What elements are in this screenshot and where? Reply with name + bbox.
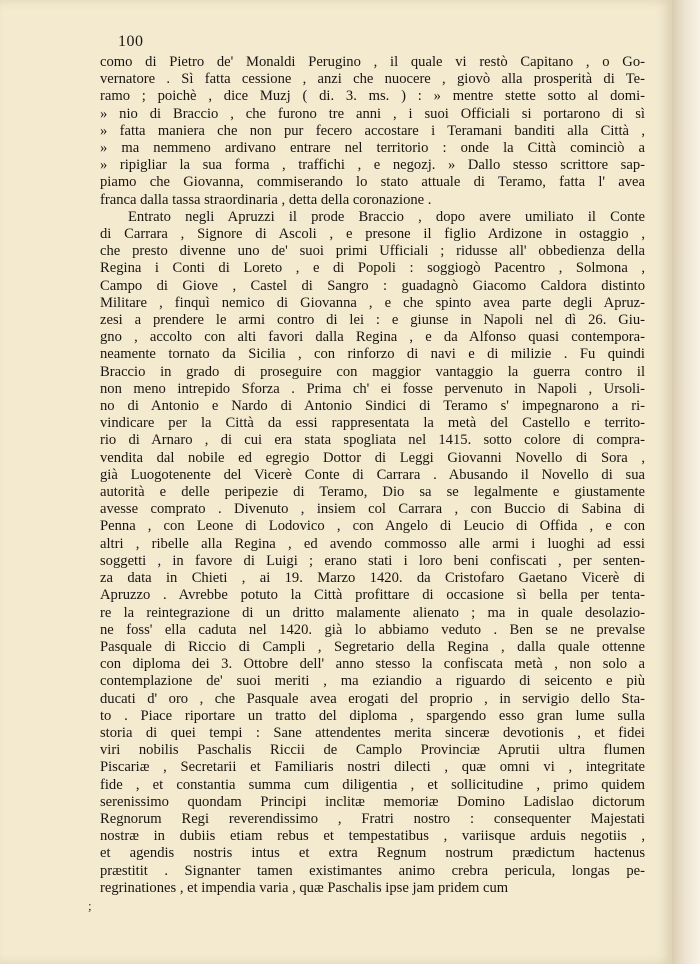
text-line: che presto divenne uno de' suoi primi Ufficiali ; ridusse all' obbedienza della bbox=[100, 243, 645, 260]
text-line: » fatta maniera che non pur fecero accostare i Teramani banditi alla Città , bbox=[100, 122, 645, 139]
text-line: Entrato negli Apruzzi il prode Braccio , dopo avere umiliato il Conte bbox=[128, 208, 645, 225]
text-line: di Carrara , Signore di Ascoli , e presone il figlio Ardizone in ostaggio , bbox=[100, 226, 645, 243]
text-line: » nio di Braccio , che furono tre anni , i suoi Officiali si portarono di sì bbox=[100, 105, 645, 122]
text-line: non meno intrepido Sforza . Prima ch' ei fosse pervenuto in Napoli , Ursoli- bbox=[100, 380, 645, 397]
text-line: ducati d' oro , che Pasquale avea erogati del proprio , in servigio dello Sta- bbox=[100, 690, 645, 707]
page-number: 100 bbox=[118, 33, 144, 50]
text-line: Piscariæ , Secretarii et Familiaris nostri dilecti , quæ omni vi , integritate bbox=[100, 759, 645, 776]
text-line: Penna , con Leone di Lodovico , con Angelo di Leucio di Offida , e con bbox=[100, 518, 645, 535]
text-line: Apruzzo . Avrebbe potuto la Città profittare di occasione sì bella per tenta- bbox=[100, 587, 645, 604]
text-line: con diploma dei 3. Ottobre dell' anno stesso la confiscata metà , non solo a bbox=[100, 656, 645, 673]
text-line: vernatore . Sì fatta cessione , anzi che nuocere , giovò alla prosperità di Te- bbox=[100, 71, 645, 88]
text-line: como di Pietro de' Monaldi Perugino , il quale vi restò Capitano , o Go- bbox=[100, 54, 645, 70]
text-line: Braccio in grado di proseguire con maggior vantaggio la guerra contro il bbox=[100, 363, 645, 380]
text-line: contemplazione de' suoi meriti , ma eziandio a riguardo di seicento e più bbox=[100, 673, 645, 690]
text-line: Pasquale di Riccio di Campli , Segretario della Regina , dalla quale ottenne bbox=[100, 638, 645, 655]
text-line: storia di quei tempi : Sane attendentes merita sinceræ devotionis , et fidei bbox=[100, 724, 645, 741]
text-line: Regnorum Regi reverendissimo , Fratri nostro : consequenter Majestati bbox=[100, 810, 645, 827]
text-line: gno , accolto con alti favori dalla Regina , e da Alfonso quasi contempora- bbox=[100, 329, 645, 346]
text-line: zesi a prendere le armi contro di lei : e giunse in Napoli nel dì 26. Giu- bbox=[100, 312, 645, 329]
text-line: soggetti , in favore di Luigi ; erano stati i loro beni confiscati , per senten- bbox=[100, 552, 645, 569]
text-line: avesse comprato . Divenuto , insiem col Carrara , con Buccio di Sabina di bbox=[100, 501, 645, 518]
text-line: re la reintegrazione di un dritto malamente alienato ; ma in quale desolazio- bbox=[100, 604, 645, 621]
text-line: no di Antonio e Nardo di Antonio Sindici di Teramo s' impegnarono a ri- bbox=[100, 398, 645, 415]
text-line: za data in Chieti , ai 19. Marzo 1420. da Cristofaro Gaetano Vicerè di bbox=[100, 570, 645, 587]
text-line: franca dalla tassa straordinaria , detta della coronazione . bbox=[100, 191, 432, 208]
margin-mark: ; bbox=[88, 898, 92, 913]
text-line: et agendis nostris intus et extra Regnum nostrum prædictum hactenus bbox=[100, 845, 645, 862]
text-line: Militare , finquì nemico di Giovanna , e che spinto avea parte degli Apruz- bbox=[100, 294, 645, 311]
text-line: altri , ribelle alla Regina , ed avendo commosso alle armi i luoghi ad essi bbox=[100, 535, 645, 552]
text-line: præstitit . Signanter tamen existimantes animo crebra pericula, longas pe- bbox=[100, 862, 645, 879]
text-line: fide , et constantia summa cum diligentia , et sollicitudine , primo quidem bbox=[100, 776, 645, 793]
text-line: Campo di Giove , Castel di Sangro : guadagnò Giacomo Caldora distinto bbox=[100, 277, 645, 294]
text-line: regrinationes , et impendia varia , quæ Paschalis ipse jam pridem cum bbox=[100, 879, 509, 896]
text-line: ramo ; poichè , dice Muzj ( di. 3. ms. ) : » mentre stette sotto al domi- bbox=[100, 88, 645, 105]
text-line: rio di Arnaro , di cui era stata spogliata nel 1415. sotto colore di compra- bbox=[100, 432, 645, 449]
text-line: già Luogotenente del Vicerè Conte di Carrara . Abusando il Novello di sua bbox=[100, 466, 645, 483]
text-line: vindicare per la Città da essi rappresentata la metà del Castello e territo- bbox=[100, 415, 645, 432]
text-line: piamo che Giovanna, commiserando lo stato attuale di Teramo, fatta l' avea bbox=[100, 174, 645, 191]
text-line: vendita dal nobile ed egregio Dottor di Leggi Giovanni Novello di Sora , bbox=[100, 449, 645, 466]
body-text bbox=[100, 54, 645, 897]
text-line: serenissimo quondam Principi inclitæ memoriæ Domino Ladislao dictorum bbox=[100, 793, 645, 810]
text-line: » ripigliar la sua forma , traffichi , e negozj. » Dallo stesso scrittore sap- bbox=[100, 157, 645, 174]
text-line: nostræ in dubiis etiam rebus et tempestatibus , variisque arduis negotiis , bbox=[100, 828, 645, 845]
text-line: viri nobilis Paschalis Riccii de Camplo Provinciæ Aprutii ultra flumen bbox=[100, 742, 645, 759]
book-spine-edge bbox=[672, 0, 700, 964]
text-line: neamente tornato da Sicilia , con rinforzo di navi e di milizie . Fu quindi bbox=[100, 346, 645, 363]
text-line: autorità e delle peripezie di Teramo, Dio sa se legalmente e giustamente bbox=[100, 484, 645, 501]
text-line: Regina i Conti di Loreto , e di Popoli : soggiogò Pacentro , Solmona , bbox=[100, 260, 645, 277]
text-line: to . Piace riportare un tratto del diploma , spargendo esso gran lume sulla bbox=[100, 707, 645, 724]
text-line: ne foss' ella caduta nel 1420. già lo abbiamo veduto . Ben se ne prevalse bbox=[100, 621, 645, 638]
text-line: » ma nemmeno ardivano entrare nel territorio : onde la Città cominciò a bbox=[100, 140, 645, 157]
